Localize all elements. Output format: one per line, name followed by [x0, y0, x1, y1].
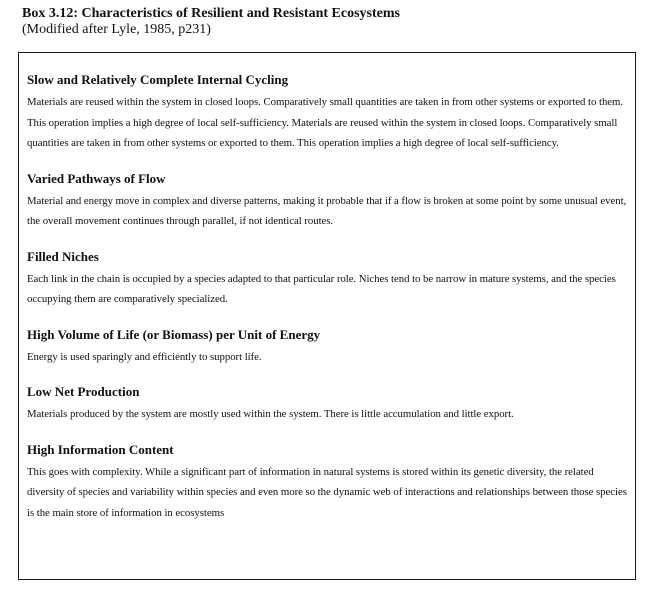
section-body: Materials produced by the system are mostly used within the system. There is little accumulation and little export. [27, 408, 514, 420]
section-heading: Slow and Relatively Complete Internal Cycling [27, 72, 289, 87]
section-internal-cycling [27, 71, 627, 154]
section-body: This goes with complexity. While a significant part of information in natural systems is stored within its genetic diversity, the related diversity of species and variability within species and even more so the dynamic web of interactions and relationships between those species is the main store of information in ecosystems [27, 465, 627, 519]
section-body: Material and energy move in complex and diverse patterns, making it probable that if a flow is broken at some point by some unusual event, the overall movement continues through parallel, if not identical routes. [27, 194, 627, 227]
characteristics-box [18, 52, 636, 580]
section-heading: High Volume of Life (or Biomass) per Unit of Energy [27, 326, 321, 342]
section-filled-niches [27, 248, 627, 310]
section-body: Energy is used sparingly and efficiently to support life. [27, 350, 262, 363]
section-low-net-production [27, 383, 627, 425]
section-varied-pathways [27, 170, 627, 232]
section-heading: Filled Niches [27, 248, 99, 264]
section-body: Each link in the chain is occupied by a species adapted to that particular role. Niches tend to be narrow in mature systems, and the species occupying them are comparatively specialized. [27, 272, 616, 305]
box-subtitle: (Modified after Lyle, 1985, p231) [22, 22, 211, 37]
section-body: Materials are reused within the system in closed loops. Comparatively small quantities are taken in from other systems or exported to them. This operation implies a high degree of local self-sufficiency. Materials are reused within the system in closed loops. Comparatively small quantities are taken in from other systems or exported to them. This operation implies a high degree of local self-sufficiency. [27, 96, 624, 149]
box-title: Box 3.12: Characteristics of Resilient and Resistant Ecosystems [22, 6, 400, 21]
section-high-biomass [27, 326, 627, 368]
section-heading: Varied Pathways of Flow [27, 170, 166, 186]
section-information-content [27, 441, 627, 524]
section-heading: Low Net Production [27, 384, 140, 399]
section-heading: High Information Content [27, 441, 174, 457]
